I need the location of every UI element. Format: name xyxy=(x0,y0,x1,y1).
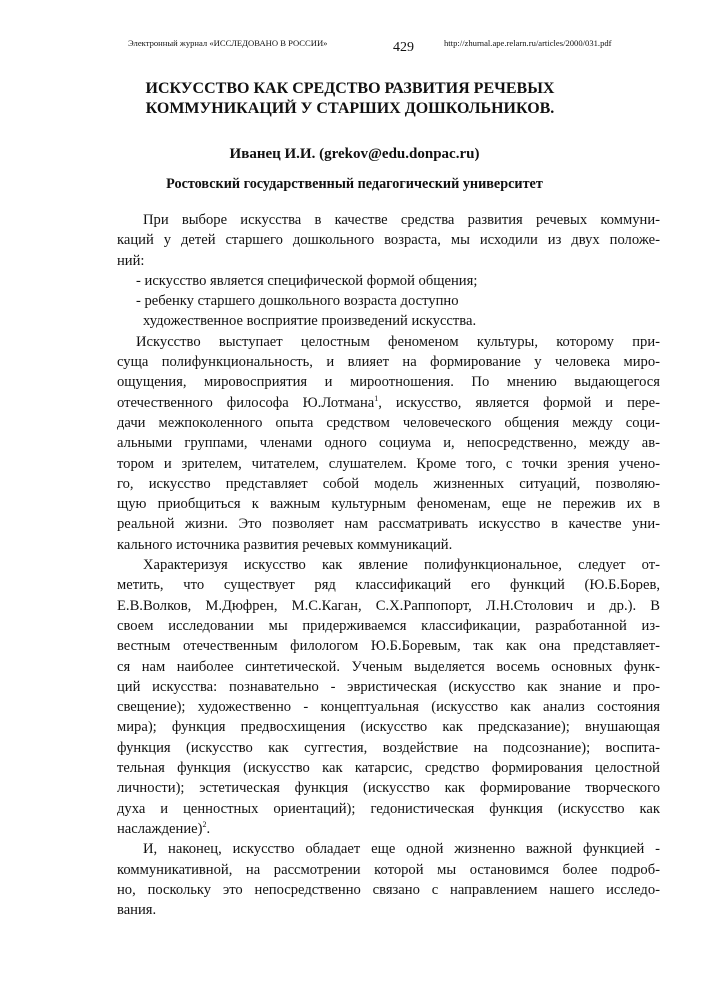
p3-line: ций искусства: познавательно - эвристическая (искусство как знание и про- xyxy=(117,678,660,695)
p2-line-footnote xyxy=(117,393,660,413)
p2-line-part xyxy=(117,393,660,413)
p2-line: Искусство выступает целостным феноменом культуры, которому при- xyxy=(136,333,660,350)
p4-line: но, поскольку это непосредственно связано с направлением нашего исследо- xyxy=(117,881,660,898)
p3-line-footnote xyxy=(117,819,660,839)
p2-text: отечественного философа Ю.Лотмана xyxy=(117,394,375,411)
p3-line: Е.В.Волков, М.Дюфрен, М.С.Каган, С.Х.Раппопорт, Л.Н.Столович и др.). В xyxy=(117,597,660,614)
author-line: Иванец И.И. (grekov@edu.donpac.ru) xyxy=(229,146,480,162)
affiliation: Ростовский государственный педагогический университет xyxy=(166,176,543,192)
title-line-2: КОММУНИКАЦИЙ У СТАРШИХ ДОШКОЛЬНИКОВ. xyxy=(145,100,555,117)
p3-line: своем исследовании мы придерживаемся классификации, разработанной из- xyxy=(117,617,660,634)
p3-line: вестным отечественным филологом Ю.Б.Боревым, так как она представляет- xyxy=(117,638,660,655)
title-line-1: ИСКУССТВО КАК СРЕДСТВО РАЗВИТИЯ РЕЧЕВЫХ xyxy=(145,80,555,97)
p3-line: духа и ценностных ориентаций); гедонистическая функция (искусство как xyxy=(117,800,660,817)
p2-line: дачи межпоколенного опыта средством человеческого общения между соци- xyxy=(117,414,660,431)
article-url: http://zhurnal.ape.relarn.ru/articles/2000/031.pdf xyxy=(444,38,612,48)
p4-line: коммуникативной, на рассмотрении которой мы остановимся более подроб- xyxy=(117,861,660,878)
p4-line: вания. xyxy=(117,902,157,919)
p3-text: . xyxy=(206,820,211,837)
p3-line: функция (искусство как суггестия, воздействие на подсознание); воспита- xyxy=(117,739,660,756)
page-number: 429 xyxy=(393,40,414,55)
p2-line: суща полифункциональность, и влияет на формирование у человека миро- xyxy=(117,354,660,371)
p1-line: При выборе искусства в качестве средства развития речевых коммуни- xyxy=(143,212,660,228)
p3-line: свещение); художественно - концептуальная (искусство как анализ состояния xyxy=(117,699,660,716)
list-item: - ребенку старшего дошкольного возраста доступно xyxy=(136,293,459,310)
p3-text: наслаждение) xyxy=(117,820,203,837)
list-item: - искусство является специфической формой общения; xyxy=(136,272,478,289)
p2-line: кального источника развития речевых коммуникаций. xyxy=(117,536,453,553)
p4-line: И, наконец, искусство обладает еще одной жизненно важной функцией - xyxy=(143,841,660,858)
p3-line: метить, что существует ряд классификаций его функций (Ю.Б.Борев, xyxy=(117,577,660,594)
article-body xyxy=(117,210,660,920)
p2-line: го, искусство представляет собой модель жизненных ситуаций, позволяю- xyxy=(117,475,660,492)
article-title xyxy=(100,79,600,119)
p2-line: ощущения, мировосприятия и мироотношения. По мнению выдающегося xyxy=(117,374,660,391)
footnote-ref-2: 2 xyxy=(202,819,207,829)
p2-line: альными группами, членами одного социума и, непосредственно, между ав- xyxy=(117,435,660,452)
list-item-continuation: художественное восприятие произведений искусства. xyxy=(143,313,477,330)
p3-line: ся нам наиболее синтетической. Ученым выделяется восемь основных функ- xyxy=(117,658,660,675)
p1-line: ний: xyxy=(117,252,145,269)
journal-header: Электронный журнал «ИССЛЕДОВАНО В РОССИИ» xyxy=(128,38,328,48)
p2-line: тором и зрителем, читателем, слушателем. Кроме того, с точки зрения учено- xyxy=(117,455,660,472)
p2-line: щую приобщиться к важным культурным феноменам, еще не пережив их в xyxy=(117,496,660,513)
p1-line: каций у детей старшего дошкольного возраста, мы исходили из двух положе- xyxy=(117,232,660,249)
p2-text: , искусство, является формой и пере- xyxy=(378,394,660,411)
p3-line: Характеризуя искусство как явление полифункциональное, следует от- xyxy=(143,557,660,574)
p3-line: тельная функция (искусство как катарсис, средство формирования целостной xyxy=(117,760,660,777)
footnote-ref-1: 1 xyxy=(374,393,379,403)
p3-line: мира); функция предвосхищения (искусство как предсказание); внушающая xyxy=(117,719,660,736)
p3-line: личности); эстетическая функция (искусство как формирование творческого xyxy=(117,780,660,797)
p2-line: реальной жизни. Это позволяет нам рассматривать искусство в качестве уни- xyxy=(117,516,660,533)
